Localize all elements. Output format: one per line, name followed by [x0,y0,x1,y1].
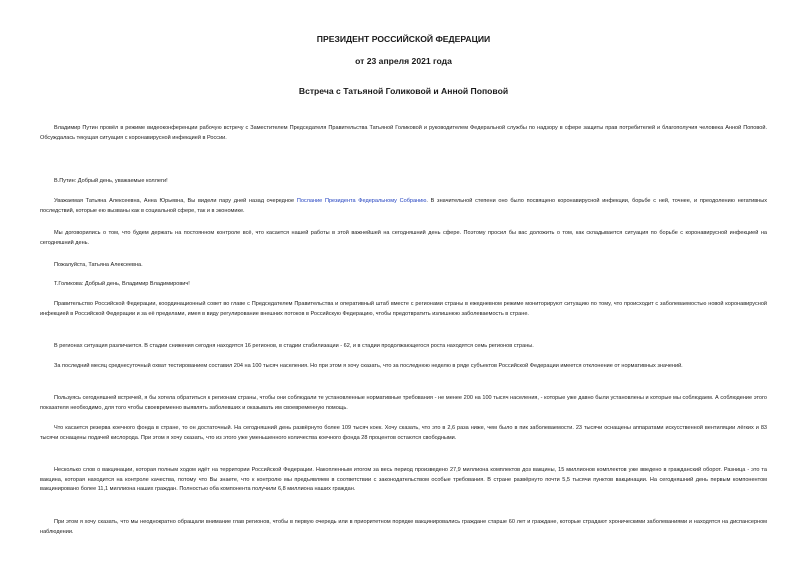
date-heading: от 23 апреля 2021 года [355,56,452,66]
address-text-start: Уважаемая Татьяна Алексеевна, Анна Юрьевна, Вы видели пару дней назад очередное [54,198,297,204]
paragraph-requirements: Пользуясь сегодняшней встречей, я бы хотела обратиться к регионам страны, чтобы они соблюдали те установленные нормативные требования - не менее 200 на 100 тысяч населения, - которые уже давно были установлены и которые мы соблюдаем. А соблюдение этого показателя необходимо, для того чтобы своевременно выявлять заболевших и оказывать им своевременную помощь. [40,395,767,411]
paragraph-greeting-putin: В.Путин: Добрый день, уважаемые коллеги! [54,178,168,184]
paragraph-testing: За последний месяц среднесуточный охват тестированием составил 204 на 100 тысяч населения. Но при этом я хочу сказать, что за последнюю неделю в ряде субъектов Российской Федерации имеется отклонение от нормативных значений. [54,363,683,369]
paragraph-regions: В регионах ситуация различается. В стадии снижения сегодня находятся 16 регионов, в стадии стабилизации - 62, и в стадии продолжающегося роста находятся семь регионов страны. [54,343,534,349]
paragraph-government: Правительство Российской Федерации, координационный совет во главе с Председателем Правительства и оперативный штаб вместе с регионами страны в ежедневном режиме мониторируют ситуацию по тому, что происходит с заболеваемостью новой коронавирусной инфекцией в Российской Федерации и за её пределами, имея в виду регулирование внешних потоков в Российскую Федерацию, чтобы предотвратить излишнюю заболеваемость в стране. [40,301,767,317]
intro-paragraph: Владимир Путин провёл в режиме видеоконференции рабочую встречу с Заместителем Председателя Правительства Татьяной Голиковой и руководителем Федеральной службы по надзору в сфере защиты прав потребителей и благополучия человека Анной Поповой. Обсуждалась текущая ситуация с коронавирусной инфекцией в России. [40,125,767,141]
paragraph-priority: При этом я хочу сказать, что мы неоднократно обращали внимание глав регионов, чтобы в первую очередь или в приоритетном порядке вакцинировались граждане старше 60 лет и граждане, которые страдают хроническими заболеваниями и находятся на диспансерном наблюдении. [40,519,767,535]
paragraph-greeting-golikova: Т.Голикова: Добрый день, Владимир Владимирович! [54,281,190,287]
page-title: Встреча с Татьяной Голиковой и Анной Поповой [298,86,509,96]
paragraph-vaccination: Несколько слов о вакцинации, которая полным ходом идёт на территории Российской Федерации. Накопленным итогом за весь период произведено 27,9 миллиона комплектов доз вакцины, 15 миллионов комплектов уже введено в гражданский оборот. Разница - это та вакцина, которая находится на контроле качества, потому что Вы знаете, что к контролю мы предъявляем в соответствии с законодательством особые требования. В стране развёрнуто почти 5,5 тысячи пунктов вакцинации. На сегодняшний день первым компонентом вакцинировано более 11,1 миллиона наших граждан. Полностью оба компонента получили 6,8 миллиона наших граждан. [40,467,767,493]
paragraph-beds: Что касается резерва коечного фонда в стране, то он достаточный. На сегодняшний день развёрнуто более 109 тысяч коек. Хочу сказать, что это в 2,6 раза ниже, чем было в пик заболеваемости. 23 тысячи оснащены аппаратами искусственной вентиляции лёгких и 83 тысячи оснащены подачей кислорода. При этом я хочу сказать, что из этого уже уменьшенного количества коечного фонда 28 процентов остаются свободными. [40,425,767,441]
paragraph-please: Пожалуйста, Татьяна Алексеевна. [54,262,143,268]
paragraph-address [40,197,767,216]
address-text-end: . В значительной степени оно было посвящено коронавирусной инфекции, борьбе с ней, точнее, и преодолению негативных последствий, которые ею вызваны как в социальной сфере, так и в экономике. [40,198,767,214]
paragraph-control: Мы договорились о том, что будем держать на постоянном контроле всё, что касается нашей работы в этой важнейшей на сегодняшний день сфере. Поэтому просил бы вас доложить о том, как складывается ситуация по борьбе с коронавирусной инфекцией на сегодняшний день. [40,230,767,246]
org-heading: ПРЕЗИДЕНТ РОССИЙСКОЙ ФЕДЕРАЦИИ [316,34,491,44]
address-link[interactable]: Послание Президента Федеральному Собранию [296,198,427,204]
